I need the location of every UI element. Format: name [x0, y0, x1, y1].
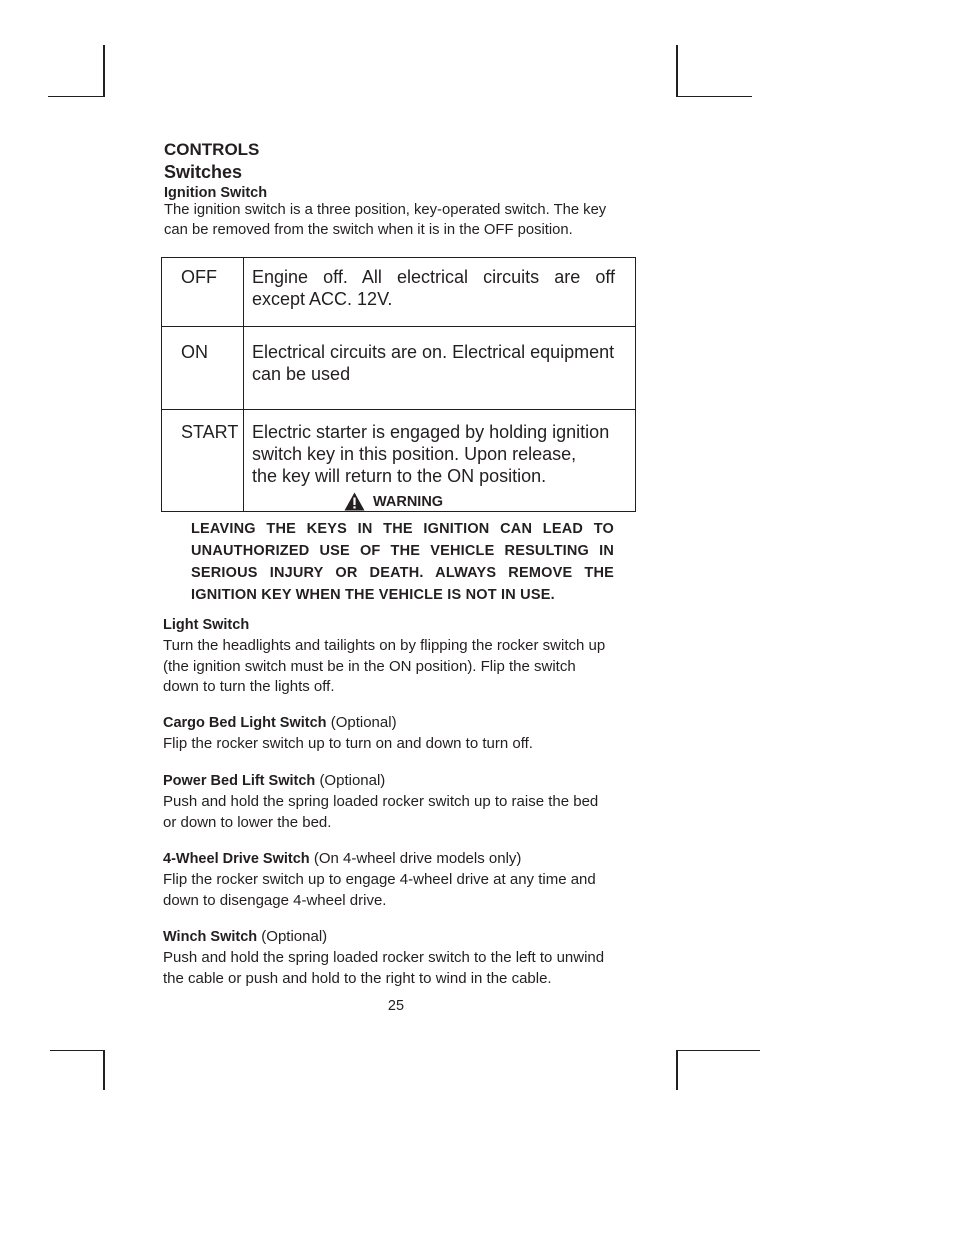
text-line: Flip the rocker switch up to engage 4-wheel drive at any time and — [163, 871, 596, 888]
text-line: Turn the headlights and tailights on by flipping the rocker switch up — [163, 637, 606, 654]
text-line: down to disengage 4-wheel drive. — [163, 891, 387, 909]
position-on: ON — [162, 327, 244, 410]
position-off-description — [244, 258, 636, 327]
table-row — [162, 258, 636, 327]
light-switch-description — [163, 636, 605, 698]
text-line: LEAVING THE KEYS IN THE IGNITION CAN LEAD TO — [191, 521, 614, 537]
four-wheel-drive-switch-description — [163, 870, 596, 911]
text-line: Push and hold the spring loaded rocker switch up to raise the bed — [163, 793, 599, 810]
winch-switch-note: (Optional) — [261, 928, 328, 945]
warning-title: WARNING — [373, 493, 444, 510]
cargo-bed-light-switch-title: Cargo Bed Light Switch — [163, 715, 327, 731]
text-line: The ignition switch is a three position, key-operated switch. The key — [164, 202, 607, 218]
text-line: switch key in this position. Upon release, — [252, 444, 577, 464]
text-line: down to turn the lights off. — [163, 678, 335, 695]
power-bed-lift-switch-note: (Optional) — [319, 772, 386, 789]
ignition-switch-description — [164, 201, 606, 240]
ignition-switch-title: Ignition Switch — [164, 185, 268, 201]
winch-switch-title: Winch Switch — [163, 929, 258, 945]
text-line: Flip the rocker switch up to turn on and down to turn off. — [163, 735, 533, 752]
text-line: Electrical circuits are on. Electrical equipment — [252, 342, 615, 362]
cargo-bed-light-switch-description — [163, 734, 533, 755]
winch-switch-heading — [163, 927, 327, 948]
warning-triangle-icon — [344, 492, 365, 511]
four-wheel-drive-switch-heading — [163, 849, 521, 870]
position-on-description — [244, 327, 636, 410]
warning-text — [191, 518, 614, 606]
text-line: the cable or push and hold to the right to wind in the cable. — [163, 969, 552, 987]
page-number: 25 — [387, 998, 405, 1014]
text-line: can be removed from the switch when it is in the OFF position. — [164, 221, 573, 238]
text-line: or down to lower the bed. — [163, 813, 332, 831]
power-bed-lift-switch-title: Power Bed Lift Switch — [163, 773, 316, 789]
text-line: SERIOUS INJURY OR DEATH. ALWAYS REMOVE THE — [191, 565, 614, 581]
cargo-bed-light-switch-heading — [163, 713, 397, 734]
four-wheel-drive-switch-note: (On 4-wheel drive models only) — [313, 850, 522, 867]
text-line: Electric starter is engaged by holding ignition — [252, 422, 610, 442]
light-switch-title: Light Switch — [163, 617, 250, 633]
text-line: Push and hold the spring loaded rocker switch to the left to unwind — [163, 949, 605, 966]
page-heading: CONTROLS — [164, 140, 260, 159]
cargo-bed-light-switch-note: (Optional) — [330, 714, 397, 731]
text-line: the key will return to the ON position. — [252, 466, 547, 486]
text-line: IGNITION KEY WHEN THE VEHICLE IS NOT IN USE. — [191, 587, 555, 603]
text-line: except ACC. 12V. — [252, 289, 393, 309]
position-start: START — [162, 410, 244, 512]
text-line: UNAUTHORIZED USE OF THE VEHICLE RESULTING IN — [191, 543, 614, 559]
position-off: OFF — [162, 258, 244, 327]
table-row — [162, 327, 636, 410]
four-wheel-drive-switch-title: 4-Wheel Drive Switch — [163, 851, 310, 867]
ignition-positions-table — [161, 257, 636, 512]
page-subheading: Switches — [164, 162, 243, 182]
text-line: Engine off. All electrical circuits are off — [252, 267, 615, 287]
text-line: (the ignition switch must be in the ON position). Flip the switch — [163, 657, 576, 675]
power-bed-lift-switch-description — [163, 792, 598, 833]
power-bed-lift-switch-heading — [163, 771, 385, 792]
text-line: can be used — [252, 364, 351, 384]
winch-switch-description — [163, 948, 604, 989]
